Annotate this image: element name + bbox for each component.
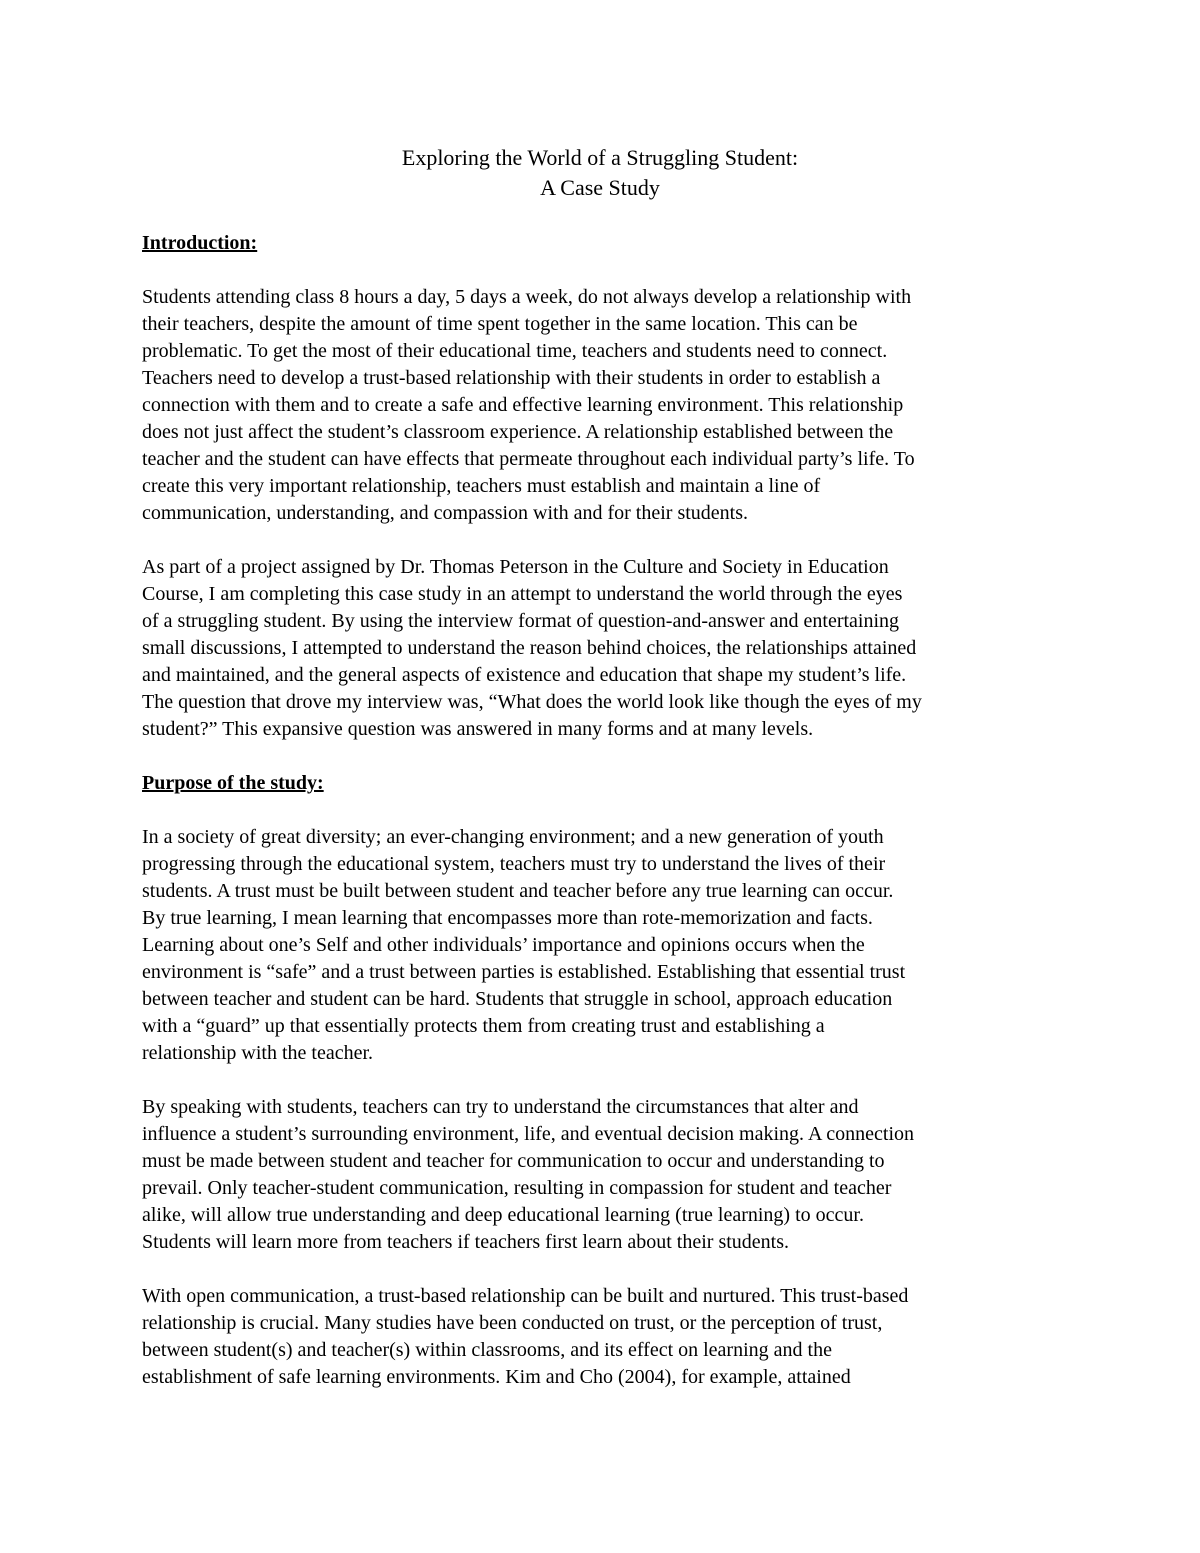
paragraph xyxy=(142,554,1062,743)
paragraph-line: small discussions, I attempted to understand the reason behind choices, the relationships attained xyxy=(142,637,917,659)
paragraph-line: establishment of safe learning environments. Kim and Cho (2004), for example, attained xyxy=(142,1366,851,1388)
paragraph-line: Learning about one’s Self and other individuals’ importance and opinions occurs when the xyxy=(142,934,865,956)
paragraph-line: students. A trust must be built between student and teacher before any true learning can occur. xyxy=(142,880,894,902)
paragraph-line: between teacher and student can be hard. Students that struggle in school, approach education xyxy=(142,988,893,1010)
paragraph-line: and maintained, and the general aspects of existence and education that shape my student’s life. xyxy=(142,664,907,686)
paragraph-line: communication, understanding, and compassion with and for their students. xyxy=(142,502,748,524)
paragraph-line: In a society of great diversity; an ever-changing environment; and a new generation of youth xyxy=(142,826,884,848)
paragraph-line: By true learning, I mean learning that encompasses more than rote-memorization and facts. xyxy=(142,907,873,929)
paragraph xyxy=(142,1094,1062,1256)
paragraph-line: influence a student’s surrounding environment, life, and eventual decision making. A connection xyxy=(142,1123,915,1145)
paragraph-line: Students attending class 8 hours a day, 5 days a week, do not always develop a relationship with xyxy=(142,286,912,308)
paragraph xyxy=(142,1283,1062,1391)
paragraph-line: prevail. Only teacher-student communication, resulting in compassion for student and teacher xyxy=(142,1177,892,1199)
paragraph-line: does not just affect the student’s classroom experience. A relationship established between the xyxy=(142,421,894,443)
document-title xyxy=(0,143,1200,203)
paragraph-line: must be made between student and teacher for communication to occur and understanding to xyxy=(142,1150,885,1172)
paragraph-line: As part of a project assigned by Dr. Thomas Peterson in the Culture and Society in Education xyxy=(142,556,889,578)
section-heading: Introduction: xyxy=(142,232,258,254)
paragraph-line: With open communication, a trust-based relationship can be built and nurtured. This trust-based xyxy=(142,1285,909,1307)
paragraph-line: Students will learn more from teachers if teachers first learn about their students. xyxy=(142,1231,790,1253)
paragraph-line: progressing through the educational system, teachers must try to understand the lives of their xyxy=(142,853,886,875)
paragraph xyxy=(142,284,1062,527)
paragraph-line: The question that drove my interview was, “What does the world look like though the eyes of my xyxy=(142,691,922,713)
paragraph-line: alike, will allow true understanding and deep educational learning (true learning) to occur. xyxy=(142,1204,864,1226)
section-heading: Purpose of the study: xyxy=(142,772,324,794)
paragraph-line: environment is “safe” and a trust between parties is established. Establishing that essential trust xyxy=(142,961,906,983)
paragraph-line: By speaking with students, teachers can try to understand the circumstances that alter and xyxy=(142,1096,859,1118)
paragraph-line: Course, I am completing this case study in an attempt to understand the world through the eyes xyxy=(142,583,903,605)
paragraph-line: between student(s) and teacher(s) within classrooms, and its effect on learning and the xyxy=(142,1339,832,1361)
paragraph-line: relationship is crucial. Many studies have been conducted on trust, or the perception of trust, xyxy=(142,1312,883,1334)
paragraph-line: connection with them and to create a safe and effective learning environment. This relationship xyxy=(142,394,904,416)
paragraph-line: Teachers need to develop a trust-based relationship with their students in order to establish a xyxy=(142,367,881,389)
paragraph-line: student?” This expansive question was answered in many forms and at many levels. xyxy=(142,718,814,740)
paragraph-line: their teachers, despite the amount of time spent together in the same location. This can be xyxy=(142,313,858,335)
paragraph xyxy=(142,824,1062,1067)
paragraph-line: of a struggling student. By using the interview format of question-and-answer and entertaining xyxy=(142,610,900,632)
paragraph-line: relationship with the teacher. xyxy=(142,1042,374,1064)
title-line-2: A Case Study xyxy=(540,175,660,200)
title-line-1: Exploring the World of a Struggling Student: xyxy=(401,145,799,170)
paragraph-line: create this very important relationship, teachers must establish and maintain a line of xyxy=(142,475,821,497)
paragraph-line: teacher and the student can have effects that permeate throughout each individual party’s life. To xyxy=(142,448,915,470)
paragraph-line: with a “guard” up that essentially protects them from creating trust and establishing a xyxy=(142,1015,825,1037)
paragraph-line: problematic. To get the most of their educational time, teachers and students need to connect. xyxy=(142,340,888,362)
document-body xyxy=(142,230,1062,1418)
